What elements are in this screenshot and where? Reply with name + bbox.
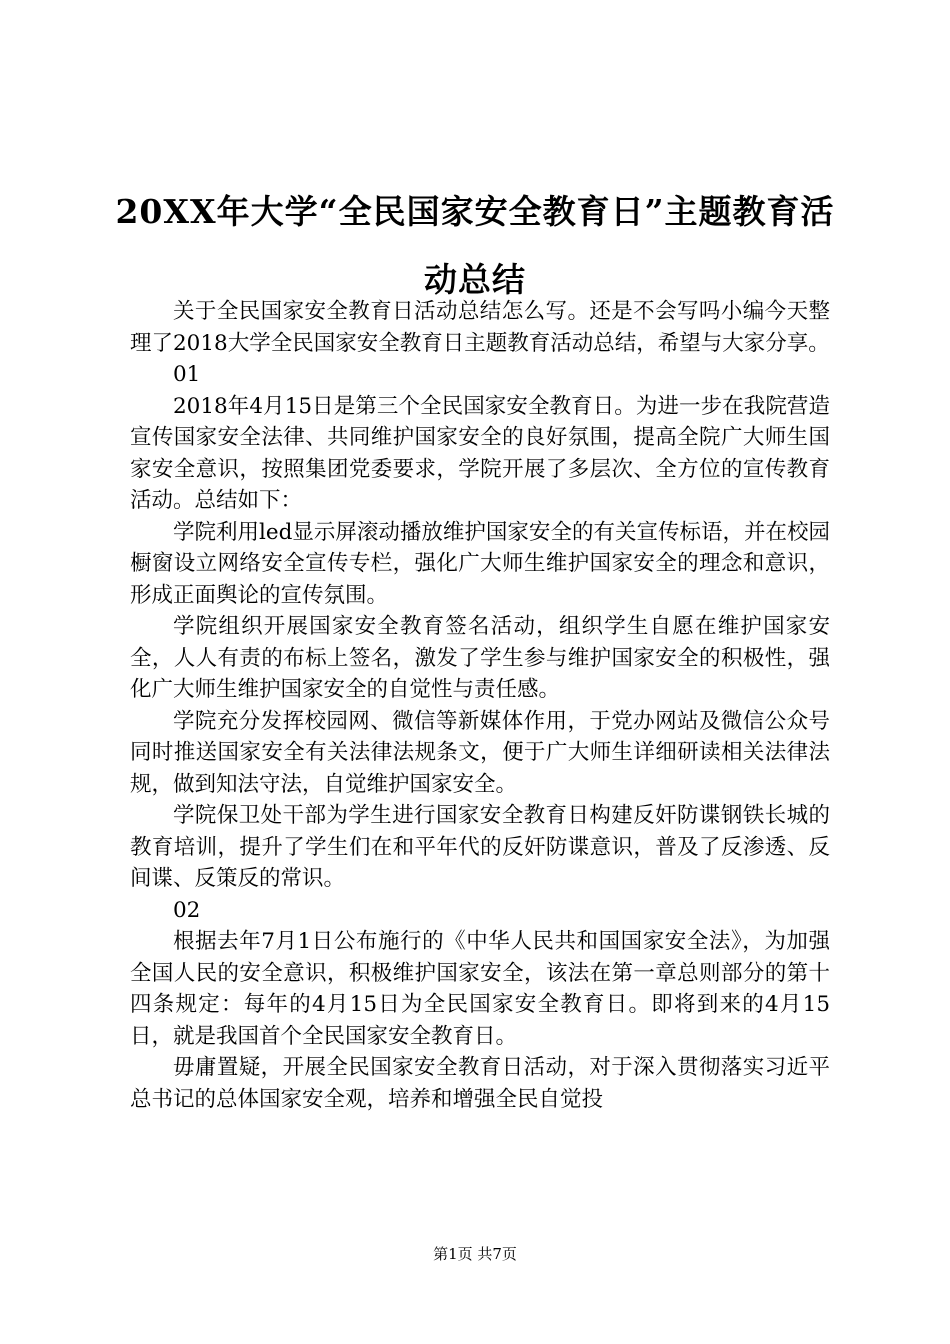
paragraph-led-display: 学院利用led显示屏滚动播放维护国家安全的有关宣传标语，并在校园橱窗设立网络安全宣传专栏，强化广大师生维护国家安全的理念和意识，形成正面舆论的宣传氛围。 (130, 519, 830, 608)
paragraph-significance: 毋庸置疑，开展全民国家安全教育日活动，对于深入贯彻落实习近平总书记的总体国家安全观，培养和增强全民自觉投 (130, 1055, 830, 1112)
document-title: 20XX年大学“全民国家安全教育日”主题教育活动总结 (115, 192, 835, 299)
page-number-footer: 第1页 共7页 (433, 1245, 517, 1263)
section-number-01: 01 (173, 362, 201, 387)
section-number-02: 02 (173, 897, 201, 923)
paragraph-intro: 关于全民国家安全教育日活动总结怎么写。还是不会写吗小编今天整理了2018大学全民国家安全教育日主题教育活动总结，希望与大家分享。 (130, 299, 830, 356)
paragraph-signature-activity: 学院组织开展国家安全教育签名活动，组织学生自愿在维护国家安全，人人有责的布标上签名，激发了学生参与维护国家安全的积极性，强化广大师生维护国家安全的自觉性与责任感。 (130, 614, 830, 702)
paragraph-background: 2018年4月15日是第三个全民国家安全教育日。为进一步在我院营造宣传国家安全法律、共同维护国家安全的良好氛围，提高全院广大师生国家安全意识，按照集团党委要求，学院开展了多层次、全方位的宣传教育活动。总结如下： (130, 393, 830, 513)
document-body (130, 296, 830, 1115)
paragraph-new-media: 学院充分发挥校园网、微信等新媒体作用，于党办网站及微信公众号同时推送国家安全有关法律法规条文，便于广大师生详细研读相关法律法规，做到知法守法，自觉维护国家安全。 (130, 708, 830, 797)
paragraph-security-law: 根据去年7月1日公布施行的《中华人民共和国国家安全法》，为加强全国人民的安全意识，积极维护国家安全，该法在第一章总则部分的第十四条规定：每年的4月15日为全民国家安全教育日。即将到来的4月15日，就是我国首个全民国家安全教育日。 (130, 929, 830, 1049)
paragraph-security-training: 学院保卫处干部为学生进行国家安全教育日构建反奸防谍钢铁长城的教育培训，提升了学生们在和平年代的反奸防谍意识，普及了反渗透、反间谍、反策反的常识。 (130, 803, 830, 891)
